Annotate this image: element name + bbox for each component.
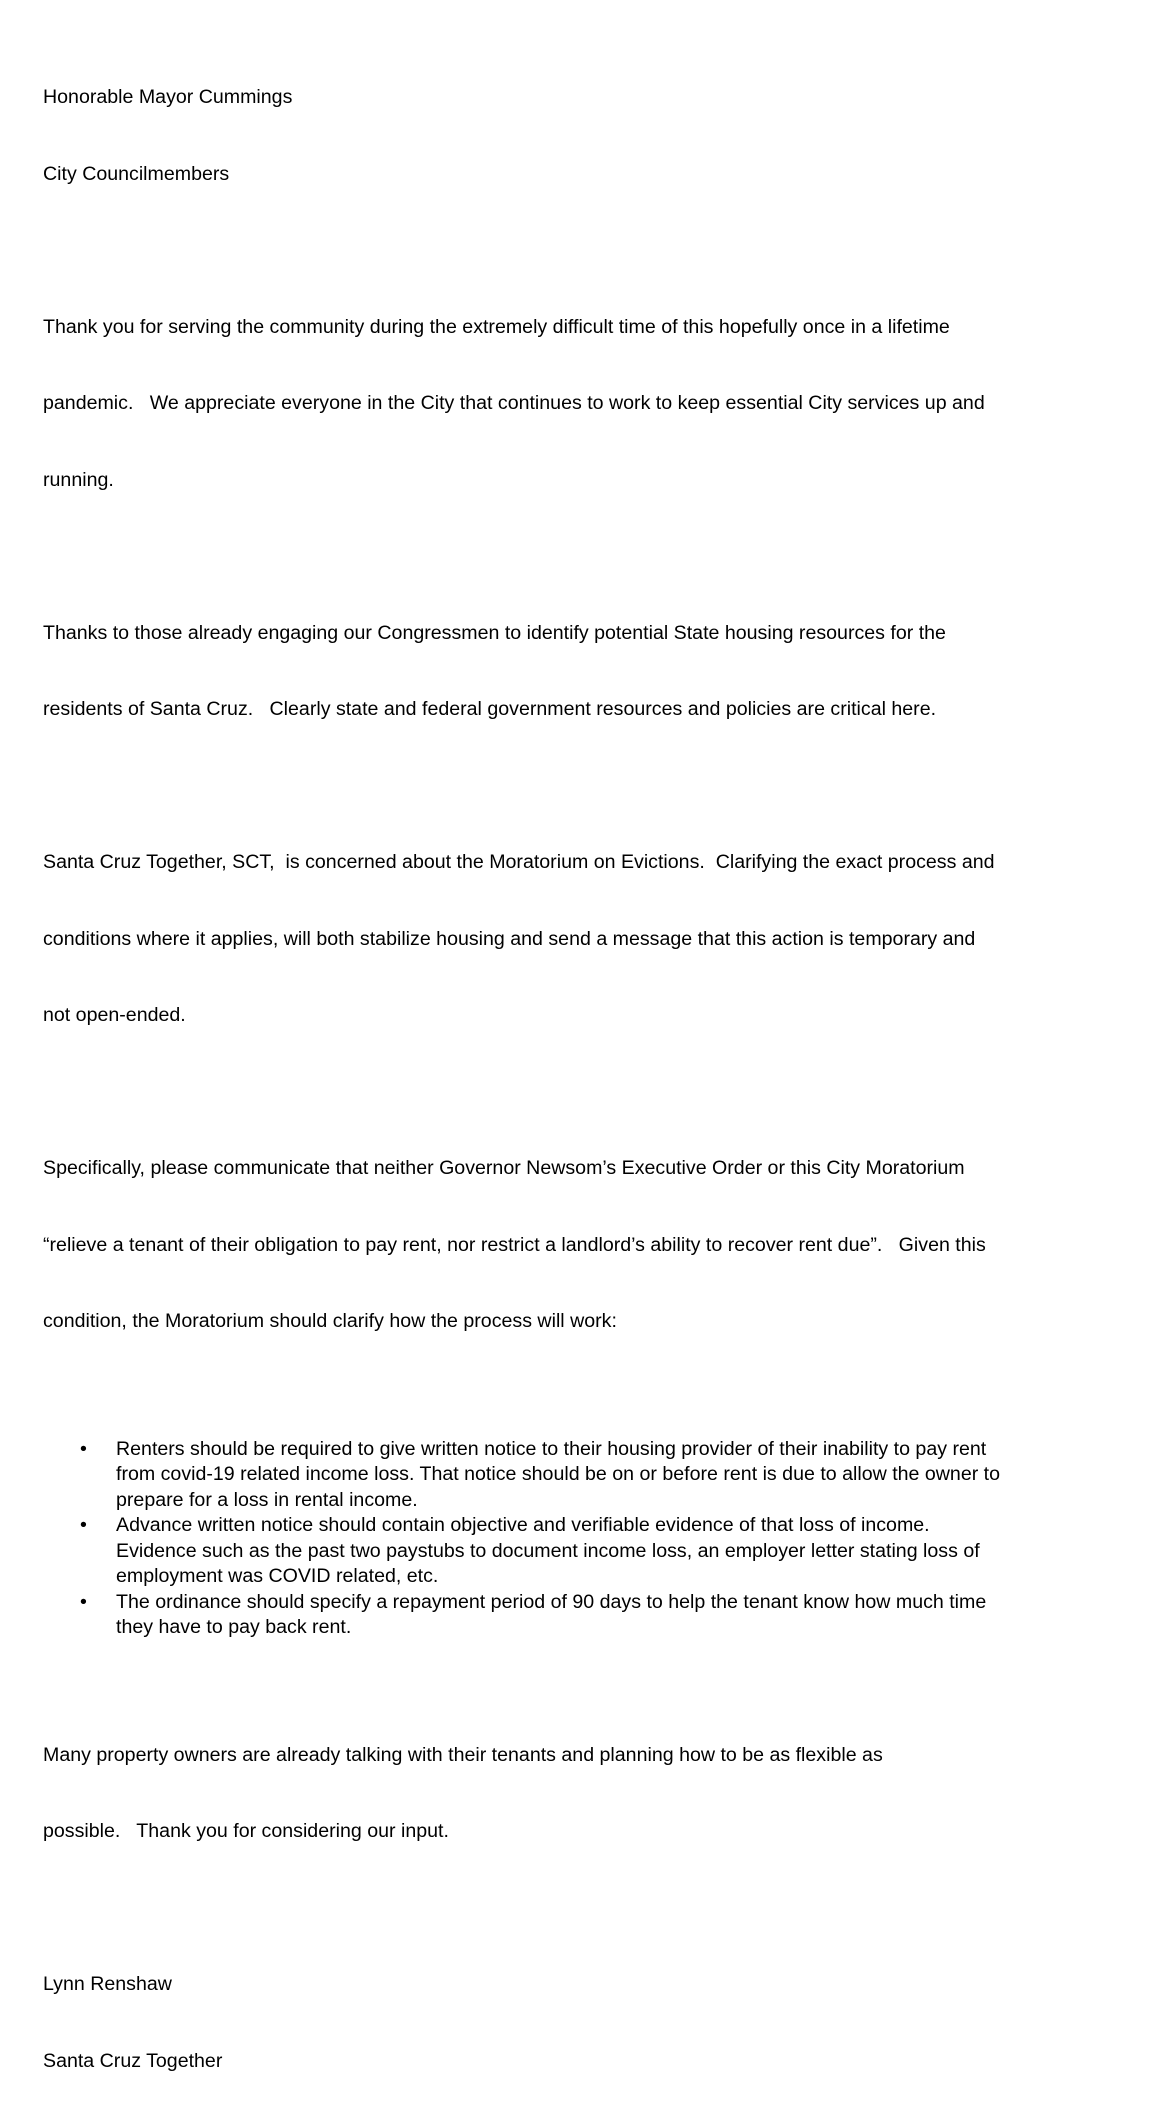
bullet-item-written-notice xyxy=(43,1437,1143,1514)
salutation xyxy=(43,34,1143,238)
bullet-line: Evidence such as the past two paystubs to document income loss, an employer letter stating loss of xyxy=(116,1539,980,1562)
bullet-icon: • xyxy=(80,1514,87,1536)
paragraph-line: residents of Santa Cruz. Clearly state and federal government resources and policies are critical here. xyxy=(43,698,937,720)
spacer xyxy=(43,1896,1143,1922)
spacer xyxy=(43,544,1143,570)
bullet-line: Renters should be required to give written notice to their housing provider of their inability to pay rent xyxy=(116,1437,987,1460)
bullet-line: employment was COVID related, etc. xyxy=(116,1565,439,1587)
bullet-list xyxy=(43,1437,1143,1641)
bullet-icon: • xyxy=(80,1437,87,1460)
spacer xyxy=(43,238,1143,264)
paragraph-line: not open-ended. xyxy=(43,1004,186,1026)
bullet-line: Advance written notice should contain objective and verifiable evidence of that loss of income. xyxy=(116,1514,930,1536)
paragraph-line: condition, the Moratorium should clarify how the process will work: xyxy=(43,1310,617,1332)
paragraph-line: running. xyxy=(43,468,114,491)
paragraph-moratorium xyxy=(43,799,1143,1080)
recipient-council: City Councilmembers xyxy=(43,162,230,185)
spacer xyxy=(43,1641,1143,1692)
bullet-item-evidence xyxy=(43,1513,1143,1590)
paragraph-thanks xyxy=(43,264,1143,545)
paragraph-line: possible. Thank you for considering our input. xyxy=(43,1820,449,1842)
paragraph-closing xyxy=(43,1692,1143,1896)
paragraph-specifically xyxy=(43,1105,1143,1386)
bullet-item-repayment xyxy=(43,1590,1143,1641)
paragraph-line: Specifically, please communicate that neither Governor Newsom’s Executive Order or this City Moratorium xyxy=(43,1157,965,1179)
paragraph-line: Many property owners are already talking with their tenants and planning how to be as flexible as xyxy=(43,1743,883,1766)
paragraph-line: “relieve a tenant of their obligation to pay rent, nor restrict a landlord’s ability to recover rent due”. Given this xyxy=(43,1233,986,1256)
spacer xyxy=(43,1080,1143,1106)
signature-name: Lynn Renshaw xyxy=(43,1973,172,1995)
recipient-mayor: Honorable Mayor Cummings xyxy=(43,86,293,108)
paragraph-line: Thank you for serving the community during the extremely difficult time of this hopefully once in a lifetime xyxy=(43,315,950,338)
signature xyxy=(43,1921,1143,2125)
bullet-icon: • xyxy=(80,1590,87,1613)
signature-organization: Santa Cruz Together xyxy=(43,2049,223,2072)
paragraph-line: Santa Cruz Together, SCT, is concerned about the Moratorium on Evictions. Clarifying the exact process and xyxy=(43,851,995,873)
paragraph-line: conditions where it applies, will both stabilize housing and send a message that this action is temporary and xyxy=(43,927,976,950)
bullet-line: from covid-19 related income loss. That notice should be on or before rent is due to allow the owner to xyxy=(116,1463,1001,1485)
bullet-line: The ordinance should specify a repayment period of 90 days to help the tenant know how much time xyxy=(116,1590,987,1613)
bullet-line: they have to pay back rent. xyxy=(116,1616,352,1638)
letter xyxy=(43,34,1143,2125)
bullet-line: prepare for a loss in rental income. xyxy=(116,1488,418,1511)
paragraph-congressmen xyxy=(43,570,1143,774)
spacer xyxy=(43,774,1143,800)
paragraph-line: Thanks to those already engaging our Congressmen to identify potential State housing resources for the xyxy=(43,621,946,644)
spacer xyxy=(43,1386,1143,1437)
paragraph-line: pandemic. We appreciate everyone in the City that continues to work to keep essential City services up and xyxy=(43,392,985,414)
